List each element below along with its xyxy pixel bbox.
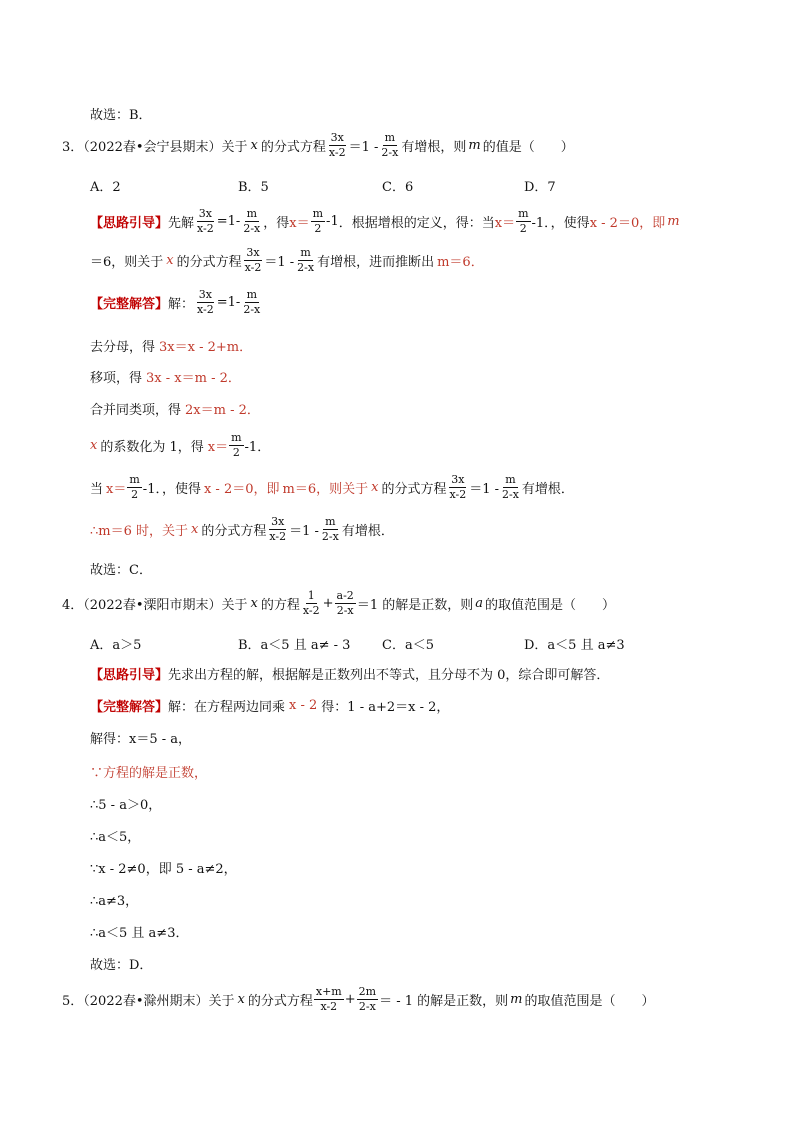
q4-option-d: D．a＜5 且 a≠3 (524, 638, 625, 653)
q4-option-a: A．a＞5 (90, 638, 142, 653)
q3-step4: x 的系数化为 1，得 x＝ $\frac{m}{2}$ -1． (90, 431, 271, 459)
q3-step6: ∴m＝6 时，关于 x 的分式方程 $\frac{3x}{x-2}$ ＝1 - $\frac{m}{2-x}$ 有增根． (90, 515, 394, 543)
q3-step3: 合并同类项，得 2x＝m - 2． (90, 403, 260, 418)
q3-hint-line2: ＝6，则关于 x 的分式方程 $\frac{3x}{x-2}$ ＝1 - $\frac{m}{2-x}$ 有增根，进而推断出 m＝6． (90, 246, 484, 274)
q4-stem: 4．（2022春•溧阳市期末）关于 x 的方程 $\frac{1}{x-2}$ + $\frac{a-2}{2-x}$ ＝1 的解是正数，则 a 的取值范围是（ ） (62, 589, 615, 617)
q4-step3: ∴5 - a＞0， (90, 798, 162, 813)
q4-option-b: B．a＜5 且 a≠ - 3 (238, 638, 351, 653)
q4-step6: ∴a≠3， (90, 894, 139, 909)
q4-step2: ∵方程的解是正数， (90, 766, 208, 781)
q3-stem: 3．（2022春•会宁县期末）关于 x 的分式方程 $\frac{3x}{x-2}$ ＝1 - $\frac{m}{2-x}$ 有增根，则 m 的值是（ ） (62, 131, 574, 159)
q2-conclusion: 故选：B． (90, 108, 152, 123)
q3-option-a: A．2 (90, 180, 121, 195)
q4-step4: ∴a＜5， (90, 830, 141, 845)
q4-answer-line: 【完整解答】 解：在方程两边同乘 x - 2 得：1 - a+2＝x - 2， (90, 698, 450, 715)
fraction-3x-over-x-2: $\frac{3x}{x-2}$ (328, 131, 346, 159)
q3-step5: 当 x＝ $\frac{m}{2}$ -1．，使得 x - 2＝0，即 m＝6，则关于 x 的分式方程 $\frac{3x}{x-2}$ ＝1 - $\frac{m}{2-x}$ 有增根． (90, 473, 574, 501)
q3-hint-line1: 【思路引导】 先解 $\frac{3x}{x-2}$ =1- $\frac{m}{2-x}$ ，得 x＝ $\frac{m}{2}$ -1 ．根据增根的定义，得：当 x＝ $\frac{m}{2}$ -1．，使得 x - 2＝0，即 m (90, 207, 680, 235)
q3-option-b: B．5 (238, 180, 269, 195)
answer-tag: 【完整解答】 (90, 297, 169, 312)
q3-option-d: D．7 (524, 180, 556, 195)
q4-step5: ∵x - 2≠0，即 5 - a≠2， (90, 862, 237, 877)
q5-stem: 5．（2022春•滁州期末）关于 x 的分式方程 $\frac{x+m}{x-2}$ + $\frac{2m}{2-x}$ ＝ - 1 的解是正数，则 m 的取值范围是（ ） (62, 985, 655, 1013)
q3-step2: 移项，得 3x - x＝m - 2． (90, 371, 241, 386)
q4-option-c: C．a＜5 (382, 638, 434, 653)
q4-step1: 解得：x＝5 - a， (90, 732, 192, 747)
q3-conclusion: 故选：C． (90, 563, 152, 578)
q4-conclusion: 故选：D． (90, 958, 153, 973)
q3-answer-line: 【完整解答】 解： $\frac{3x}{x-2}$ =1- $\frac{m}{2-x}$ (90, 288, 261, 316)
fraction-m-over-2-x: $\frac{m}{2-x}$ (381, 131, 399, 159)
q3-step1: 去分母，得 3x＝x - 2+m． (90, 340, 253, 355)
q4-step7: ∴a＜5 且 a≠3． (90, 926, 189, 941)
hint-tag: 【思路引导】 (90, 216, 169, 231)
q3-option-c: C．6 (382, 180, 414, 195)
q4-hint: 【思路引导】 先求出方程的解，根据解是正数列出不等式，且分母不为 0，综合即可解答． (90, 668, 610, 683)
